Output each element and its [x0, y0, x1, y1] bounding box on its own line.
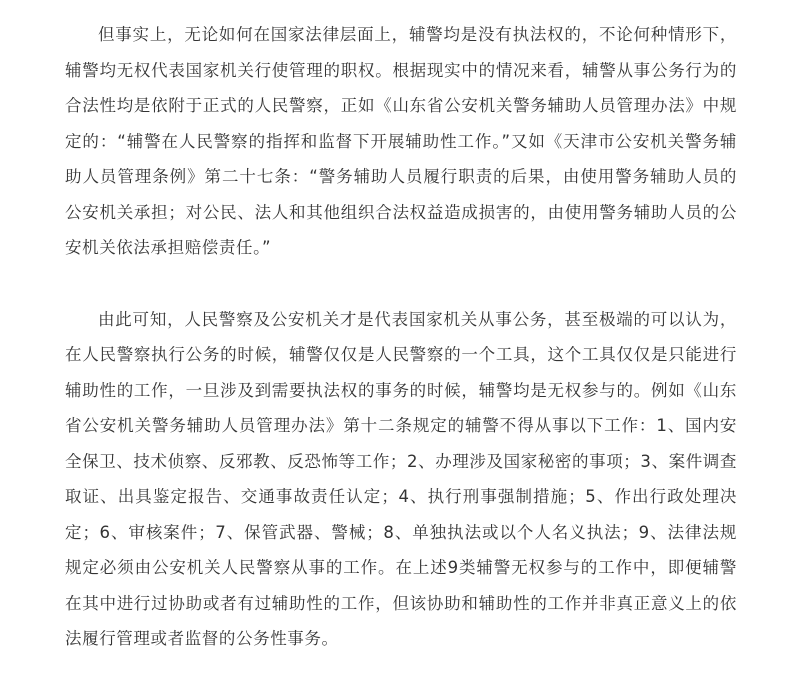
article-body: [65, 17, 737, 657]
paragraph-spacer: [65, 266, 737, 302]
paragraph-1: 但事实上，无论如何在国家法律层面上，辅警均是没有执法权的，不论何种情形下，辅警均无权代表国家机关行使管理的职权。根据现实中的情况来看，辅警从事公务行为的合法性均是依附于正式的人民警察，正如《山东省公安机关警务辅助人员管理办法》中规定的：“辅警在人民警察的指挥和监督下开展辅助性工作。”又如《天津市公安机关警务辅助人员管理条例》第二十七条：“警务辅助人员履行职责的后果，由使用警务辅助人员的公安机关承担；对公民、法人和其他组织合法权益造成损害的，由使用警务辅助人员的公安机关依法承担赔偿责任。”: [65, 25, 737, 257]
paragraph-2: 由此可知，人民警察及公安机关才是代表国家机关从事公务，甚至极端的可以认为，在人民警察执行公务的时候，辅警仅仅是人民警察的一个工具，这个工具仅仅是只能进行辅助性的工作，一旦涉及到需要执法权的事务的时候，辅警均是无权参与的。例如《山东省公安机关警务辅助人员管理办法》第十二条规定的辅警不得从事以下工作：1、国内安全保卫、技术侦察、反邪教、反恐怖等工作；2、办理涉及国家秘密的事项；3、案件调查取证、出具鉴定报告、交通事故责任认定；4、执行刑事强制措施；5、作出行政处理决定；6、审核案件；7、保管武器、警械；8、单独执法或以个人名义执法；9、法律法规规定必须由公安机关人民警察从事的工作。在上述9类辅警无权参与的工作中，即便辅警在其中进行过协助或者有过辅助性的工作，但该协助和辅助性的工作并非真正意义上的依法履行管理或者监督的公务性事务。: [65, 309, 737, 648]
